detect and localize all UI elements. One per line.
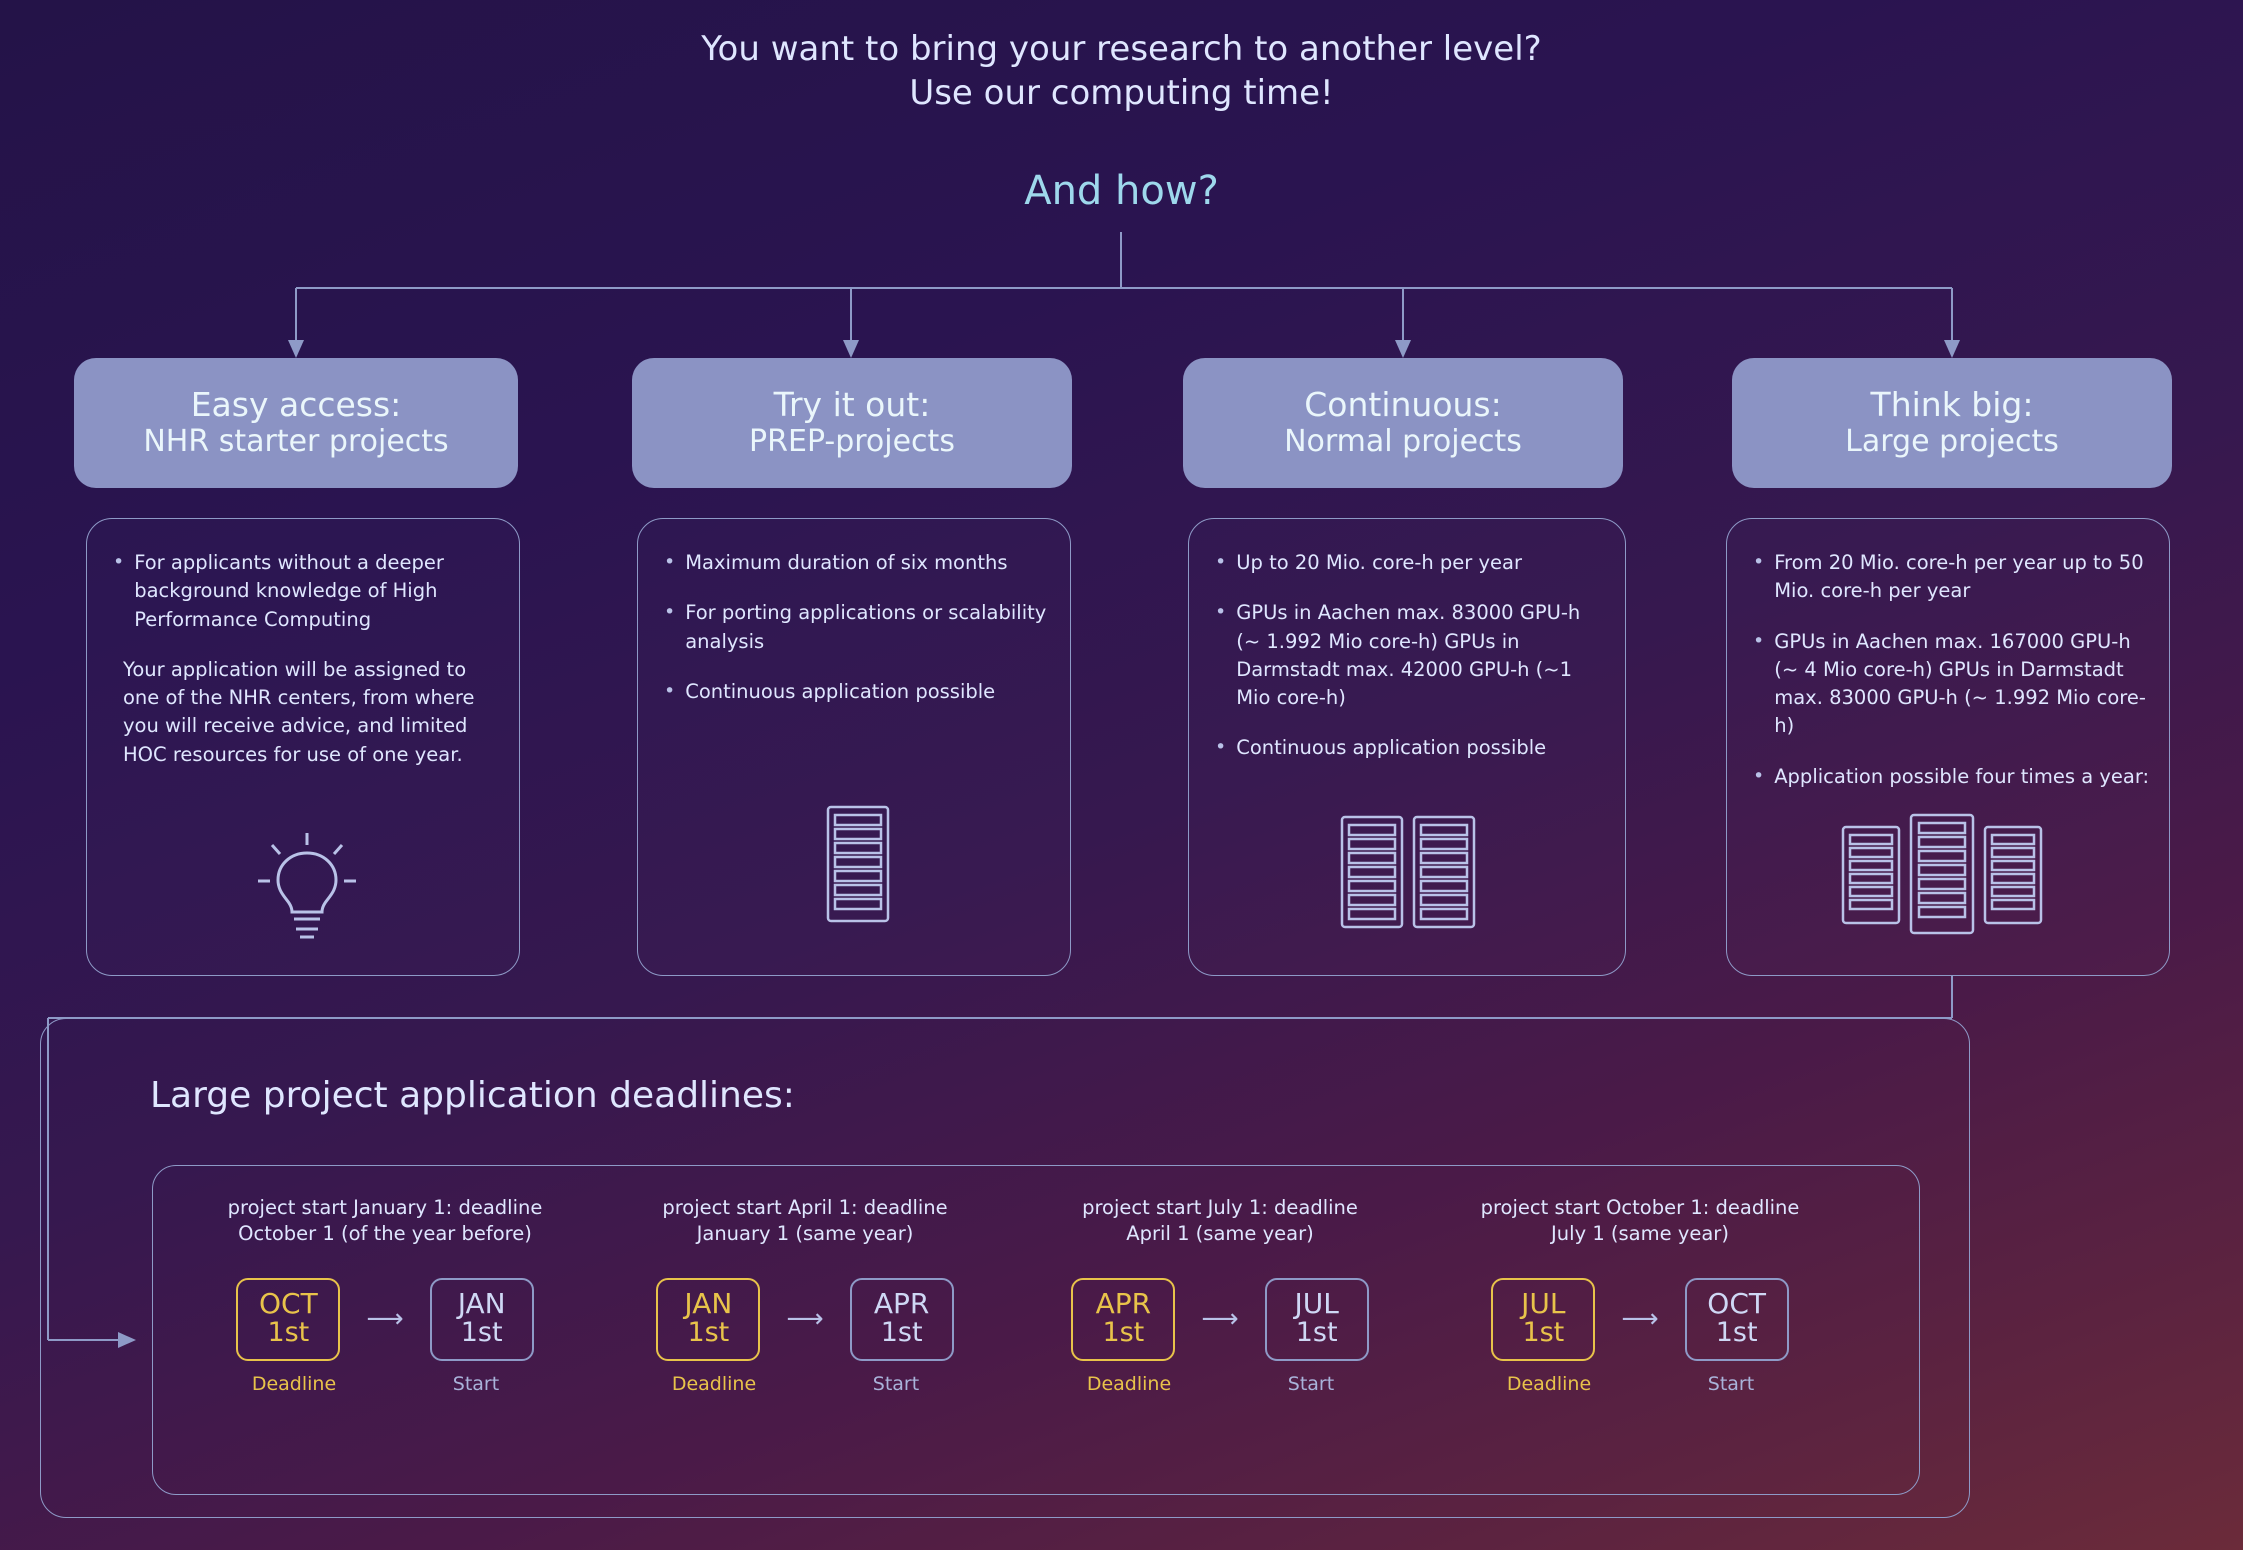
server-rack-single-icon xyxy=(813,799,903,929)
bullet-text: GPUs in Aachen max. 167000 GPU-h (~ 4 Mio core-h) GPUs in Darmstadt max. 83000 GPU-h (~ 1.992 Mio core-h) xyxy=(1774,629,2146,738)
deadline-month: APR xyxy=(1095,1286,1152,1320)
bullet-dot: • xyxy=(1753,551,1765,573)
column-title-line2: Large projects xyxy=(1845,423,2059,459)
start-month: JAN xyxy=(457,1286,506,1320)
deadline-day: 1st xyxy=(687,1317,730,1349)
deadline-boxes xyxy=(610,1278,1000,1361)
list-item xyxy=(664,599,1052,656)
column-header-easy-access[interactable] xyxy=(74,358,518,488)
bullet-text: Up to 20 Mio. core-h per year xyxy=(1236,551,1523,574)
start-label: Start xyxy=(1707,1372,1755,1395)
list-item xyxy=(664,549,1052,577)
bullet-dot: • xyxy=(664,679,676,702)
deadline-labels xyxy=(190,1373,580,1395)
deadline-caption-line1: project start January 1: deadline xyxy=(227,1196,543,1219)
deadline-day: 1st xyxy=(267,1317,310,1349)
deadline-group-april xyxy=(610,1195,1000,1395)
bullet-list xyxy=(1215,549,1607,785)
bullet-text: GPUs in Aachen max. 83000 GPU-h (~ 1.992 Mio core-h) GPUs in Darmstadt max. 42000 GPU-h (~1 Mio core-h) xyxy=(1236,601,1581,710)
deadline-boxes xyxy=(1445,1278,1835,1361)
bullet-text: Continuous application possible xyxy=(685,679,996,703)
deadline-caption-line1: project start April 1: deadline xyxy=(662,1196,948,1219)
deadline-label: Deadline xyxy=(671,1372,757,1395)
bullet-dot: • xyxy=(664,601,676,624)
column-title-line2: NHR starter projects xyxy=(143,423,449,459)
start-day: 1st xyxy=(1295,1317,1338,1349)
and-how-heading: And how? xyxy=(1024,168,1219,214)
deadline-month-box[interactable] xyxy=(1071,1278,1175,1361)
column-title-line2: PREP-projects xyxy=(749,423,955,459)
deadline-caption xyxy=(610,1195,1000,1248)
bullet-text: Your application will be assigned to one of the NHR centers, from where you will receive advice, and limited HOC resources for use of one year. xyxy=(123,657,475,766)
arrow-right-icon: ⟶ xyxy=(1621,1304,1659,1335)
list-item xyxy=(1753,549,2151,606)
page-headline xyxy=(0,28,2243,115)
start-month-box[interactable] xyxy=(1685,1278,1789,1361)
deadline-month: JAN xyxy=(684,1286,733,1320)
bullet-list xyxy=(664,549,1052,728)
arrow-right-icon: ⟶ xyxy=(786,1304,824,1335)
deadline-caption-line2: July 1 (same year) xyxy=(1551,1222,1729,1246)
bullet-dot: • xyxy=(1215,551,1227,573)
bullet-text: Continuous application possible xyxy=(1236,736,1547,760)
bullet-list xyxy=(1753,549,2151,813)
start-label: Start xyxy=(452,1372,500,1395)
deadline-boxes xyxy=(190,1278,580,1361)
deadline-label: Deadline xyxy=(251,1372,337,1395)
card-large-projects xyxy=(1726,518,2170,976)
deadline-group-july xyxy=(1025,1195,1415,1395)
deadline-month-box[interactable] xyxy=(656,1278,760,1361)
deadline-labels xyxy=(610,1373,1000,1395)
deadline-label: Deadline xyxy=(1086,1372,1172,1395)
start-day: 1st xyxy=(880,1317,923,1349)
list-item xyxy=(113,549,501,634)
list-item xyxy=(1753,763,2151,791)
start-month: APR xyxy=(873,1286,930,1320)
column-title-line1: Easy access: xyxy=(190,385,402,425)
deadline-caption-line2: January 1 (same year) xyxy=(696,1222,914,1246)
deadlines-title: Large project application deadlines: xyxy=(150,1075,795,1116)
headline-line-2: Use our computing time! xyxy=(909,72,1334,113)
deadline-group-october xyxy=(1445,1195,1835,1395)
deadline-day: 1st xyxy=(1522,1317,1565,1349)
deadline-month-box[interactable] xyxy=(236,1278,340,1361)
server-rack-double-icon xyxy=(1334,809,1484,934)
deadline-group-january xyxy=(190,1195,580,1395)
deadline-caption xyxy=(1445,1195,1835,1248)
lightbulb-icon xyxy=(242,819,372,949)
bullet-dot: • xyxy=(113,551,125,573)
bullet-text: Maximum duration of six months xyxy=(685,551,1008,574)
bullet-dot: • xyxy=(1753,764,1765,787)
bullet-text: For applicants without a deeper background knowledge of High Performance Computing xyxy=(134,551,444,631)
deadline-caption-line1: project start July 1: deadline xyxy=(1082,1196,1358,1219)
bullet-text: From 20 Mio. core-h per year up to 50 Mio. core-h per year xyxy=(1774,551,2144,603)
start-day: 1st xyxy=(1715,1317,1758,1349)
list-item xyxy=(664,678,1052,706)
deadline-caption xyxy=(1025,1195,1415,1248)
bullet-text: For porting applications or scalability analysis xyxy=(685,601,1047,653)
headline-line-1: You want to bring your research to another level? xyxy=(701,29,1542,69)
column-header-try-it-out[interactable] xyxy=(632,358,1072,488)
column-header-continuous[interactable] xyxy=(1183,358,1623,488)
deadline-labels xyxy=(1445,1373,1835,1395)
start-month: JUL xyxy=(1294,1286,1339,1320)
list-item xyxy=(1215,599,1607,712)
list-item xyxy=(1215,734,1607,762)
deadline-month: OCT xyxy=(259,1286,318,1320)
deadline-caption-line1: project start October 1: deadline xyxy=(1480,1196,1800,1219)
start-label: Start xyxy=(1287,1372,1335,1395)
card-easy-access xyxy=(86,518,520,976)
deadline-month: JUL xyxy=(1521,1286,1566,1320)
start-month: OCT xyxy=(1707,1286,1766,1320)
bullet-dot: • xyxy=(1215,601,1227,624)
deadline-boxes xyxy=(1025,1278,1415,1361)
server-rack-triple-icon xyxy=(1837,809,2047,939)
deadline-caption-line2: April 1 (same year) xyxy=(1126,1222,1314,1246)
deadline-caption xyxy=(190,1195,580,1248)
column-title-line1: Try it out: xyxy=(773,385,931,425)
column-header-think-big[interactable] xyxy=(1732,358,2172,488)
arrow-right-icon: ⟶ xyxy=(366,1304,404,1335)
list-item xyxy=(113,656,501,769)
start-month-box[interactable] xyxy=(430,1278,534,1361)
start-day: 1st xyxy=(460,1317,503,1349)
list-item xyxy=(1215,549,1607,577)
deadline-day: 1st xyxy=(1102,1317,1145,1349)
start-month-box[interactable] xyxy=(850,1278,954,1361)
list-item xyxy=(1753,628,2151,741)
card-prep-projects xyxy=(637,518,1071,976)
card-normal-projects xyxy=(1188,518,1626,976)
column-title-line1: Think big: xyxy=(1870,385,2034,425)
bullet-text: Application possible four times a year: xyxy=(1774,764,2150,788)
bullet-dot: • xyxy=(1215,736,1227,759)
column-title-line1: Continuous: xyxy=(1304,385,1502,425)
bullet-dot: • xyxy=(664,551,676,573)
arrow-right-icon: ⟶ xyxy=(1201,1304,1239,1335)
start-label: Start xyxy=(872,1372,920,1395)
deadline-caption-line2: October 1 (of the year before) xyxy=(238,1222,532,1246)
deadline-label: Deadline xyxy=(1506,1372,1592,1395)
deadline-labels xyxy=(1025,1373,1415,1395)
start-month-box[interactable] xyxy=(1265,1278,1369,1361)
bullet-list xyxy=(113,549,501,791)
bullet-dot: • xyxy=(1753,629,1765,652)
deadline-month-box[interactable] xyxy=(1491,1278,1595,1361)
column-title-line2: Normal projects xyxy=(1284,423,1522,459)
